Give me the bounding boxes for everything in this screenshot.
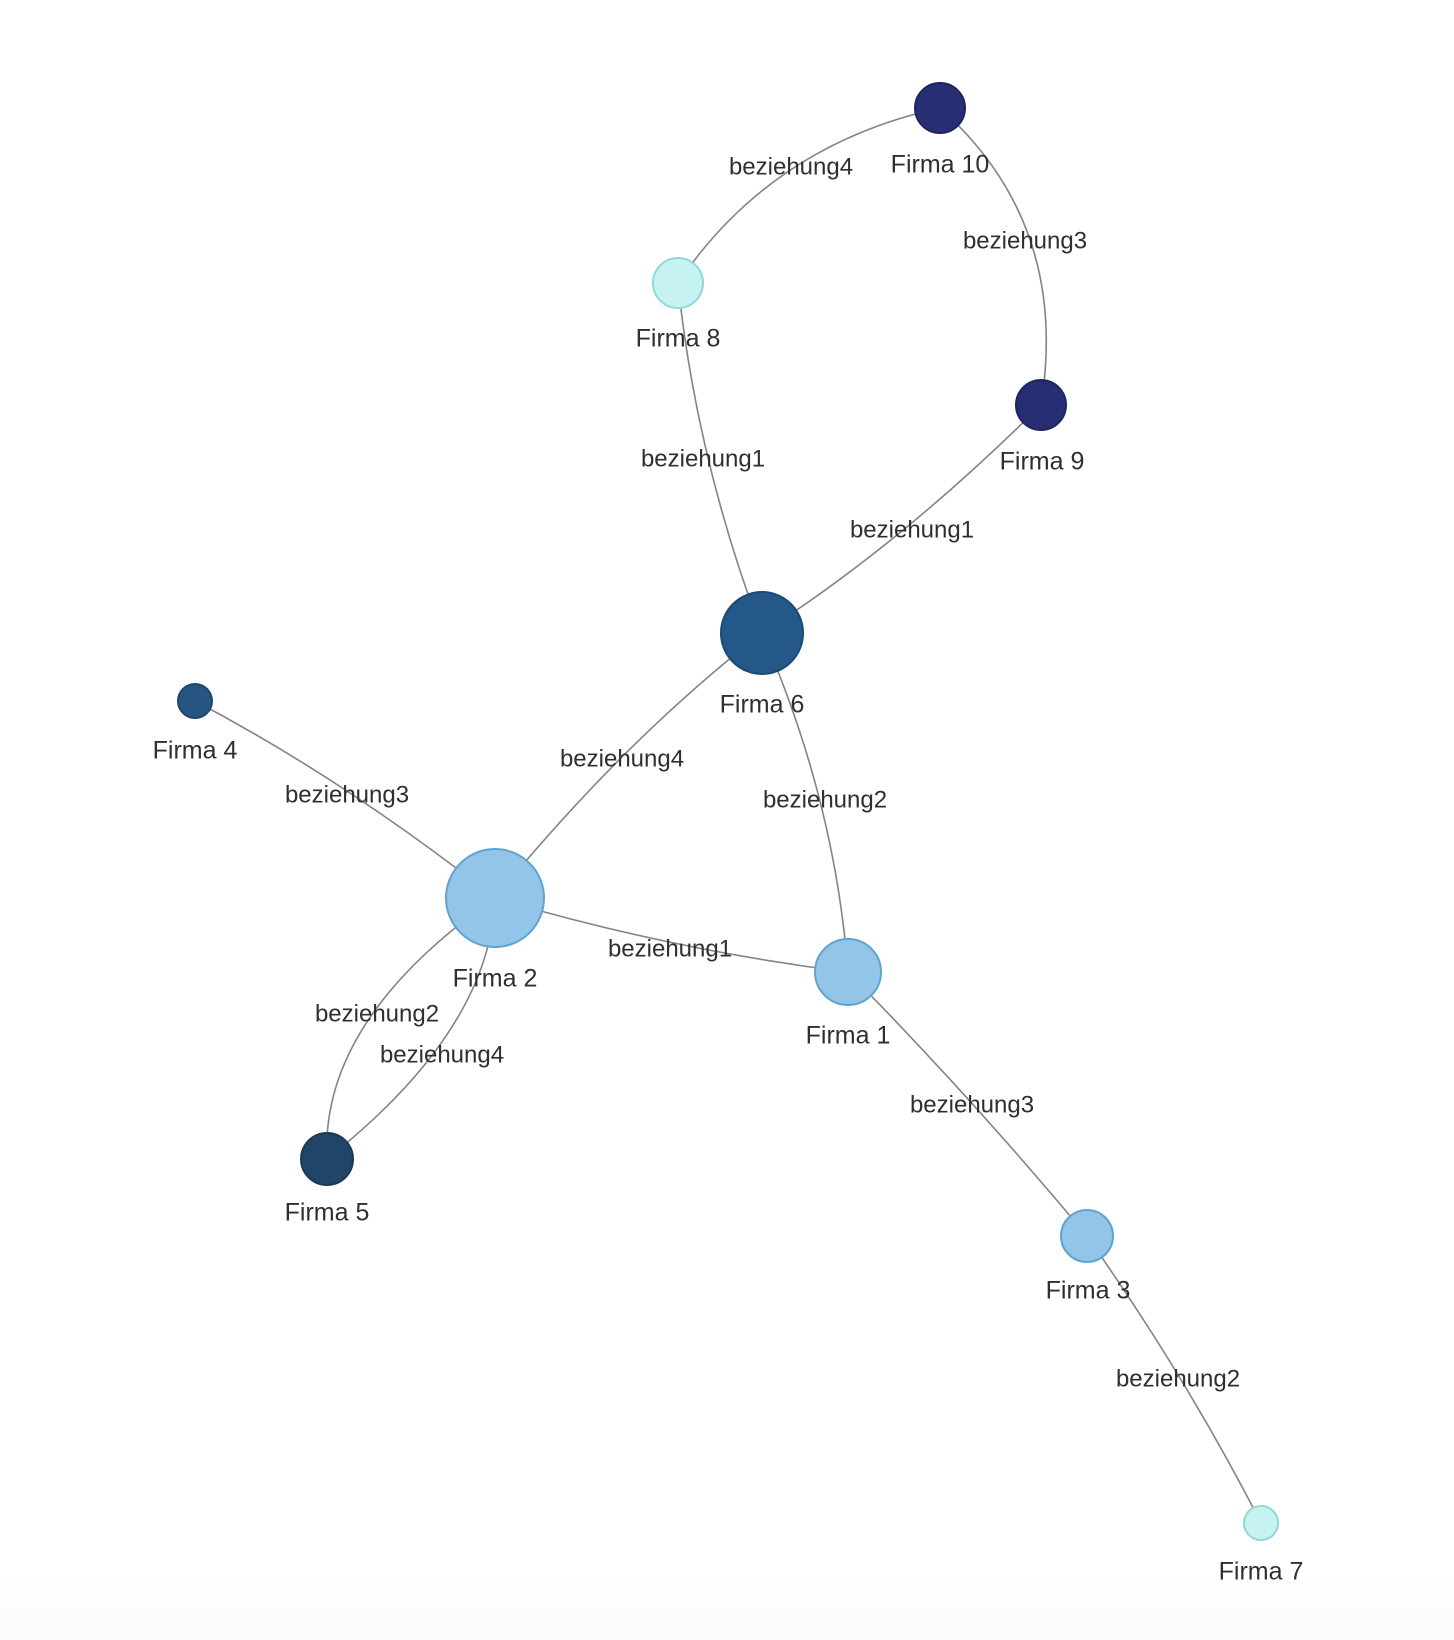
node-label-firma-7: Firma 7	[1218, 1557, 1304, 1586]
edge-label-firma-2-firma-5: beziehung2	[314, 1000, 440, 1028]
node-firma-3[interactable]	[1061, 1210, 1113, 1262]
node-firma-8[interactable]	[653, 258, 703, 308]
node-firma-6[interactable]	[721, 592, 803, 674]
node-firma-4[interactable]	[178, 684, 212, 718]
edge-label-firma-8-firma-6: beziehung1	[640, 445, 766, 473]
edge-label-firma-6-firma-1: beziehung2	[762, 786, 888, 814]
node-label-firma-5: Firma 5	[284, 1198, 370, 1227]
node-label-firma-2: Firma 2	[452, 964, 538, 993]
node-label-firma-8: Firma 8	[635, 324, 721, 353]
node-firma-5[interactable]	[301, 1133, 353, 1185]
node-label-firma-9: Firma 9	[999, 447, 1085, 476]
edge-label-firma-8-firma-10: beziehung4	[728, 153, 854, 181]
node-firma-1[interactable]	[815, 939, 881, 1005]
node-label-firma-10: Firma 10	[890, 150, 990, 179]
node-firma-7[interactable]	[1244, 1506, 1278, 1540]
edge-label-firma-10-firma-9: beziehung3	[962, 227, 1088, 255]
edge-label-firma-2-firma-1: beziehung1	[607, 935, 733, 963]
edge-firma-8-firma-10	[678, 108, 940, 283]
edge-label-firma-3-firma-7: beziehung2	[1115, 1365, 1241, 1393]
node-label-firma-1: Firma 1	[805, 1021, 891, 1050]
edge-label-firma-1-firma-3: beziehung3	[909, 1091, 1035, 1119]
node-firma-9[interactable]	[1016, 380, 1066, 430]
edge-label-firma-6-firma-2: beziehung4	[559, 745, 685, 773]
node-label-firma-3: Firma 3	[1045, 1276, 1131, 1305]
node-firma-2[interactable]	[446, 849, 544, 947]
edge-label-firma-9-firma-6: beziehung1	[849, 516, 975, 544]
node-label-firma-6: Firma 6	[719, 690, 805, 719]
node-firma-10[interactable]	[915, 83, 965, 133]
edge-label-firma-2-firma-5: beziehung4	[379, 1041, 505, 1069]
node-label-firma-4: Firma 4	[152, 736, 238, 765]
edge-label-firma-4-firma-2: beziehung3	[284, 781, 410, 809]
